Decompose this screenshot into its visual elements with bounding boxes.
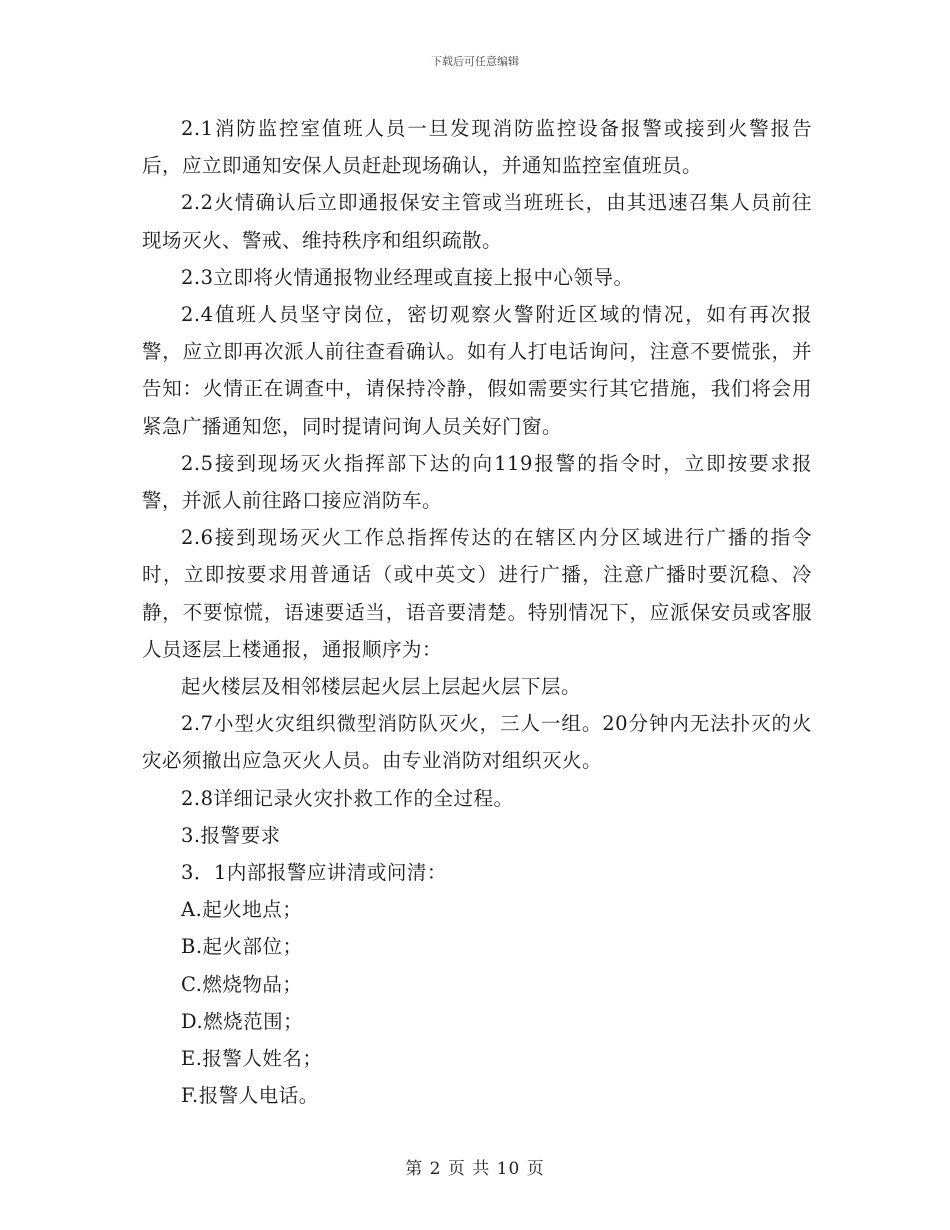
section-heading-3: 3.报警要求	[181, 823, 281, 847]
paragraph-2-4: 2.4值班人员坚守岗位，密切观察火警附近区域的情况，如有再次报警，应立即再次派人前往查看确认。如有人打电话询问，注意不要慌张，并告知：火情正在调查中，请保持冷静，假如需要实行其它措施，我们将会用紧急广播通知您，同时提请问询人员关好门窗。	[142, 303, 812, 438]
paragraph-2-7: 2.7小型火灾组织微型消防队灭火，三人一组。20分钟内无法扑灭的火灾必须撤出应急灭火人员。由专业消防对组织灭火。	[142, 712, 812, 773]
list-item-e: E.报警人姓名；	[181, 1047, 323, 1071]
paragraph-2-3: 2.3立即将火情通报物业经理或直接上报中心领导。	[181, 265, 634, 289]
paragraph-2-8: 2.8详细记录火灾扑救工作的全过程。	[181, 786, 514, 810]
page-header: 下载后可任意编辑	[431, 55, 519, 68]
list-item-d: D.燃烧范围；	[181, 1009, 304, 1033]
page-footer: 第 2 页 共 10 页	[405, 1159, 545, 1179]
paragraph-notify-order: 起火楼层及相邻楼层起火层上层起火层下层。	[181, 675, 582, 699]
paragraph-2-6: 2.6接到现场灭火工作总指挥传达的在辖区内分区域进行广播的指令时，立即按要求用普通话（或中英文）进行广播，注意广播时要沉稳、冷静，不要惊慌，语速要适当，语音要清楚。特别情况下，应派保安员或客服人员逐层上楼通报，通报顺序为：	[142, 526, 812, 661]
document-body	[142, 110, 812, 1114]
list-item-c: C.燃烧物品；	[181, 972, 303, 996]
paragraph-2-5: 2.5接到现场灭火指挥部下达的向119报警的指令时，立即按要求报警，并派人前往路口接应消防车。	[142, 451, 812, 513]
list-item-a: A.起火地点；	[181, 898, 303, 922]
list-item-b: B.起火部位；	[181, 935, 303, 959]
paragraph-2-2: 2.2火情确认后立即通报保安主管或当班班长，由其迅速召集人员前往现场灭火、警戒、维持秩序和组织疏散。	[142, 191, 812, 252]
list-item-f: F.报警人电话。	[181, 1084, 319, 1108]
paragraph-2-1: 2.1消防监控室值班人员一旦发现消防监控设备报警或接到火警报告后，应立即通知安保人员赶赴现场确认，并通知监控室值班员。	[142, 117, 812, 178]
paragraph-3-1: 3．1内部报警应讲清或问清：	[181, 861, 447, 885]
